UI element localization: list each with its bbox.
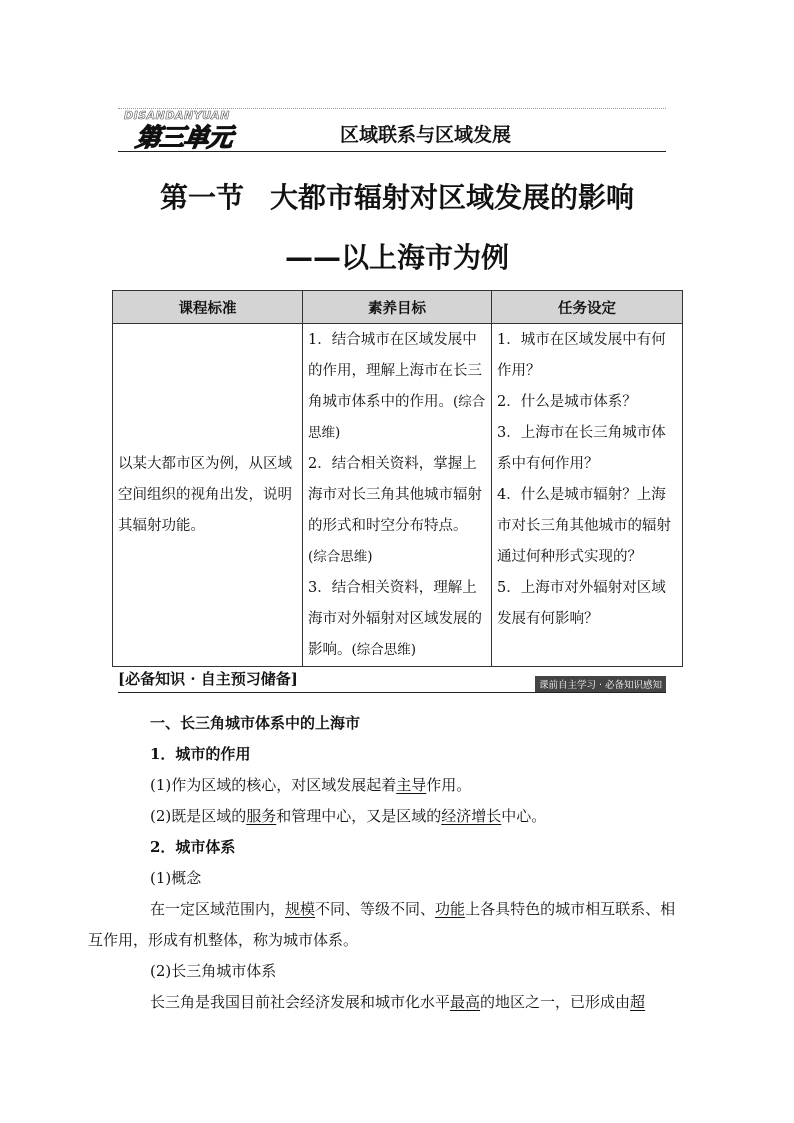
- unit-title: 区域联系与区域发展: [340, 124, 512, 146]
- task-item: 5．上海市对外辐射对区域发展有何影响？: [497, 580, 666, 627]
- section-bar: [118, 668, 666, 693]
- paragraph-concept: 在一定区域范围内，规模不同、等级不同、功能上各具特色的城市相互联系、相互作用，形成有机整体，称为城市体系。: [88, 900, 676, 949]
- goal-item: 2．结合相关资料，掌握上海市对长三角其他城市辐射的形式和时空分布特点。(综合思维): [308, 456, 482, 565]
- header-tasks: 任务设定: [492, 291, 683, 324]
- section-subtitle: ——以上海市为例: [284, 241, 509, 274]
- section-title: [0, 176, 794, 216]
- unit-header: [118, 108, 666, 152]
- table-header-row: [113, 291, 683, 324]
- body-text: [88, 708, 678, 1018]
- goals-cell: [303, 324, 492, 667]
- standards-table: [112, 290, 683, 667]
- tasks-cell: [492, 324, 683, 667]
- unit-pinyin: DISANDANYUAN: [124, 109, 230, 122]
- paragraph-yrd: 长三角是我国目前社会经济发展和城市化水平最高的地区之一，已形成由超: [150, 993, 646, 1011]
- task-item: 2．什么是城市体系？: [497, 394, 637, 410]
- unit-badge: 第三单元: [133, 123, 234, 152]
- paragraph-role-2: (2)既是区域的服务和管理中心，又是区域的经济增长中心。: [150, 807, 547, 825]
- task-item: 4．什么是城市辐射？上海市对长三角其他城市的辐射通过何种形式实现的？: [497, 487, 671, 565]
- section-name: 大都市辐射对区域发展的影响: [270, 181, 635, 214]
- section-number: 第一节: [159, 181, 244, 214]
- curriculum-cell: 以某大都市区为例，从区域空间组织的视角出发，说明其辐射功能。: [113, 324, 303, 667]
- heading-1: 一、长三角城市体系中的上海市: [150, 714, 361, 732]
- yrd-label: (2)长三角城市体系: [150, 962, 277, 980]
- section-bar-label: [必备知识 · 自主预习储备]: [118, 670, 298, 688]
- subheading-city-role: 1．城市的作用: [150, 745, 251, 763]
- subheading-city-system: 2．城市体系: [150, 838, 236, 856]
- table-row: [113, 324, 683, 667]
- paragraph-role-1: (1)作为区域的核心，对区域发展起着主导作用。: [150, 776, 472, 794]
- goal-item: 1．结合城市在区域发展中的作用，理解上海市在长三角城市体系中的作用。(综合思维): [308, 332, 486, 441]
- section-bar-tag: 课前自主学习 · 必备知识感知: [535, 676, 666, 692]
- concept-label: (1)概念: [150, 869, 202, 887]
- goal-item: 3．结合相关资料，理解上海市对外辐射对区域发展的影响。(综合思维): [308, 580, 482, 658]
- task-item: 1．城市在区域发展中有何作用？: [497, 332, 666, 379]
- header-goals: 素养目标: [303, 291, 492, 324]
- header-curriculum: 课程标准: [113, 291, 303, 324]
- header-rule: [118, 151, 666, 152]
- task-item: 3．上海市在长三角城市体系中有何作用？: [497, 425, 666, 472]
